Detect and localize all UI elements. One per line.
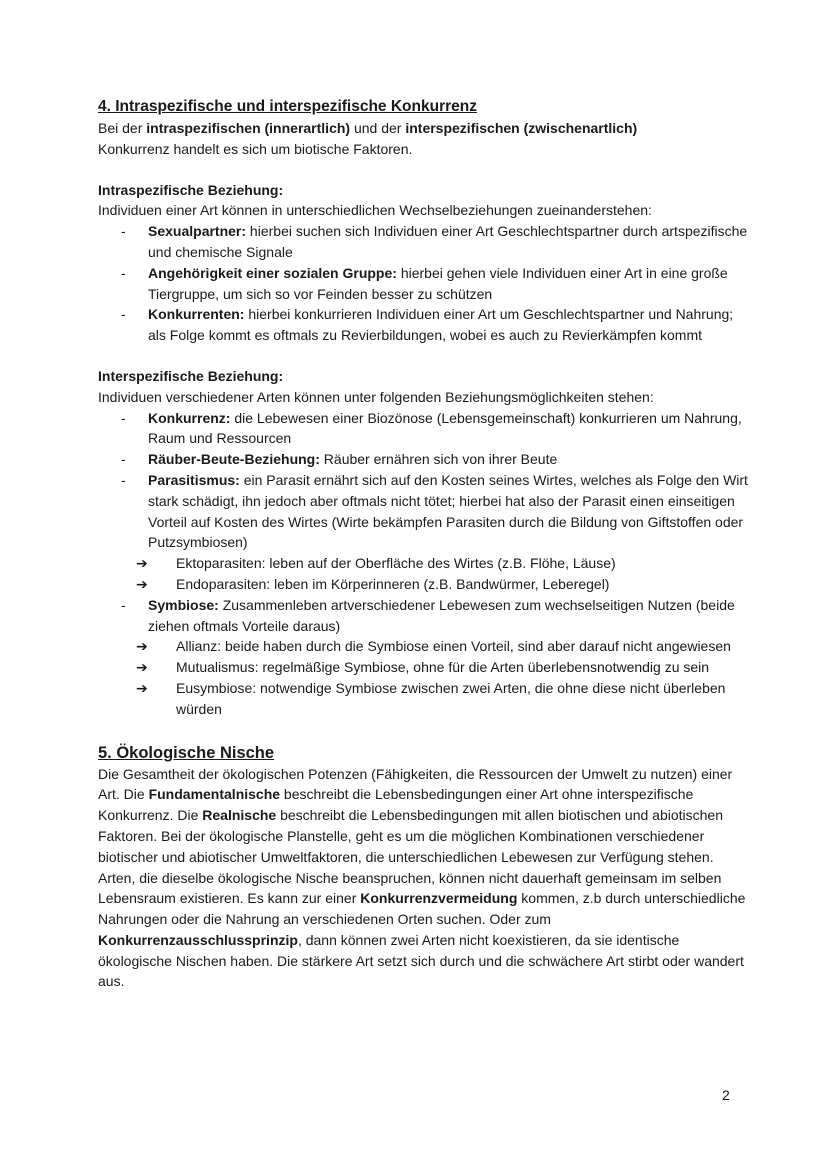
sub-list-item: ➔ Allianz: beide haben durch die Symbiose einen Vorteil, sind aber darauf nicht angewiesen [162,636,748,657]
arrow-icon: ➔ [136,659,148,676]
list-item: - Konkurrenz: die Lebewesen einer Biozönose (Lebensgemeinschaft) konkurrieren um Nahrung, Raum und Ressourcen [121,409,742,447]
section-5-heading: 5. Ökologische Nische [98,743,275,762]
inter-text: Individuen verschiedener Arten können unter folgenden Beziehungsmöglichkeiten stehen: [98,388,654,405]
list-item: - Räuber-Beute-Beziehung: Räuber ernähren sich von ihrer Beute [121,451,558,468]
list-item: - Parasitismus: ein Parasit ernährt sich auf den Kosten seines Wirtes, welches als Folge den Wirt stark schädigt, ihn jedoch aber oftmals nicht tötet; hierbei hat also der Parasit einen einseitigen Vorteil auf Kosten des Wirtes (Wirte bekämpfen Parasiten durch die Bildung von Giftstoffen oder Putzsymbiosen) ➔ Ektoparasiten: leben auf der Oberfläche des Wirtes (z.B. Flöhe, Läuse) ➔ Endoparasiten: leben im Körperinneren (z.B. Bandwürmer, Leberegel) [148,470,748,595]
intra-title: Intraspezifische Beziehung: [98,181,284,198]
list-item: - Angehörigkeit einer sozialen Gruppe: hierbei gehen viele Individuen einer Art in eine große Tiergruppe, um sich so vor Feinden besser zu schützen [121,264,728,302]
arrow-icon: ➔ [136,555,148,572]
parasit-sublist [136,553,748,595]
list-item: - Symbiose: Zusammenleben artverschiedener Lebewesen zum wechselseitigen Nutzen (beide ziehen oftmals Vorteile daraus) ➔ Allianz: beide haben durch die Symbiose einen Vorteil, sind aber darauf nicht angewiesen ➔ Mutualismus: regelmäßige Symbiose, ohne für die Arten überlebensnotwendig zu sein ➔ Eusymbiose: notwendige Symbiose zwischen zwei Arten, die ohne diese nicht überleben würden [148,595,748,720]
intra-list [98,221,748,346]
section-4-intro: Bei der intraspezifischen (innerartlich) und der interspezifischen (zwischenartlich) Konkurrenz handelt es sich um biotische Faktoren. [98,120,638,157]
intra-text: Individuen einer Art können in unterschiedlichen Wechselbeziehungen zueinanderstehen: [98,202,652,219]
symbiose-sublist [136,636,748,719]
inter-list [98,408,748,720]
section-5-paragraph-1: Die Gesamtheit der ökologischen Potenzen (Fähigkeiten, die Ressourcen der Umwelt zu nutzen) einer Art. Die Fundamentalnische beschreibt die Lebensbedingungen einer Art ohne interspezifische Konkurrenz. Die Realnische beschreibt die Lebensbedingungen mit allen biotischen und abiotischen Faktoren. Bei der ökologische Planstelle, geht es um die möglichen Kombinationen verschiedener biotischer und abiotischer Umweltfaktoren, die unterschiedlichen Lebewesen zur Verfügung stehen. [98,765,733,865]
list-item: - Sexualpartner: hierbei suchen sich Individuen einer Art Geschlechtspartner durch artspezifische und chemische Signale [121,223,748,260]
sub-list-item: ➔ Ektoparasiten: leben auf der Oberfläche des Wirtes (z.B. Flöhe, Läuse) [162,553,748,574]
arrow-icon: ➔ [136,638,148,655]
page-number: 2 [722,1087,730,1103]
section-4-heading: 4. Intraspezifische und interspezifische Konkurrenz [98,98,477,115]
section-5 [98,742,748,993]
section-5-paragraph-2: Arten, die dieselbe ökologische Nische beanspruchen, können nicht dauerhaft gemeinsam im selben Lebensraum existieren. Es kann zur einer Konkurrenzvermeidung kommen, z.b durch unterschiedliche Nahrungen oder die Nahrung an verschiedenen Orten suchen. Oder zum Konkurrenzausschlussprinzip, dann können zwei Arten nicht koexistieren, da sie identische ökologische Nischen haben. Die stärkere Art setzt sich durch und die schwächere Art stirbt oder wandert aus. [98,869,746,990]
list-item: - Konkurrenten: hierbei konkurrieren Individuen einer Art um Geschlechtspartner und Nahrung; als Folge kommt es oftmals zu Revierbildungen, wobei es auch zu Revierkämpfen kommt [121,306,734,344]
sub-list-item: ➔ Endoparasiten: leben im Körperinneren (z.B. Bandwürmer, Leberegel) [162,574,748,595]
sub-list-item: ➔ Eusymbiose: notwendige Symbiose zwischen zwei Arten, die ohne diese nicht überleben würden [136,679,726,717]
inter-title: Interspezifische Beziehung: [98,367,284,384]
sub-list-item: ➔ Mutualismus: regelmäßige Symbiose, ohne für die Arten überlebensnotwendig zu sein [162,657,748,678]
document-page [98,96,748,992]
arrow-icon: ➔ [136,679,148,696]
arrow-icon: ➔ [136,575,148,592]
